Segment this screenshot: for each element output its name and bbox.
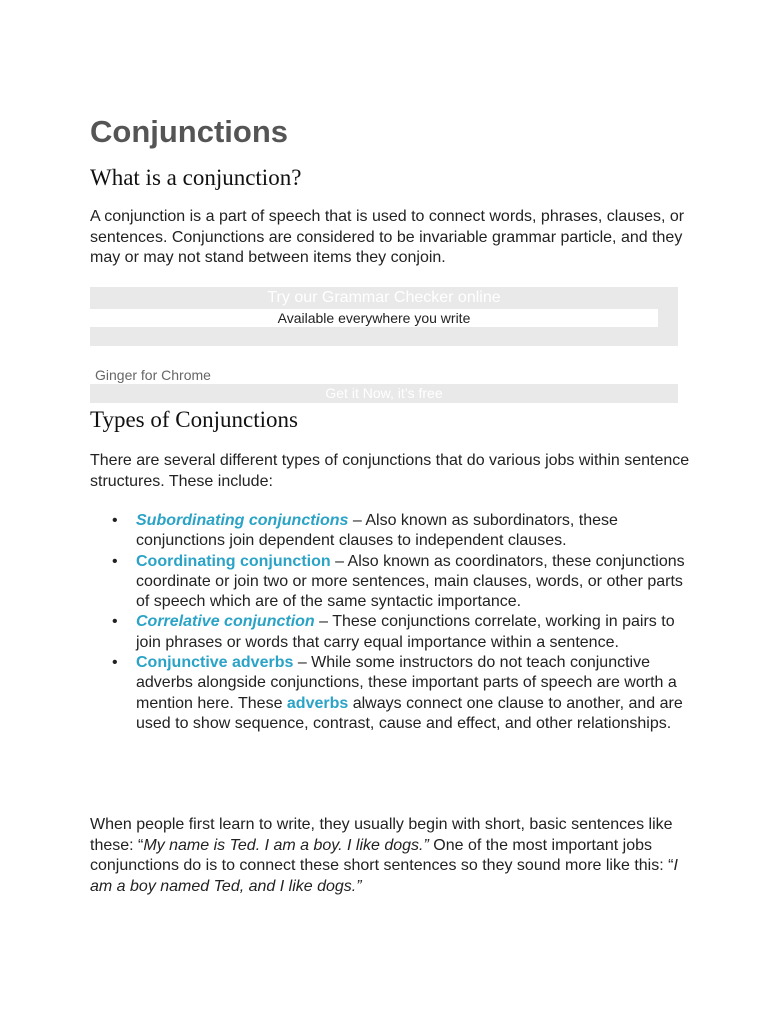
promo-banner-bottom: [90, 327, 678, 346]
term-link[interactable]: Correlative conjunction: [136, 613, 315, 631]
list-item: [90, 511, 690, 552]
bullet-icon: •: [112, 654, 118, 672]
closing-paragraph: [90, 815, 690, 897]
section-heading-types: Types of Conjunctions: [90, 407, 298, 432]
bullet-icon: •: [112, 512, 118, 529]
term-link[interactable]: Conjunctive adverbs: [136, 654, 294, 672]
term-description: – Also known as coordinators, these conjunctions coordinate or join two or more sentences, main clauses, words, or other parts of speech which are of the same syntactic importance.: [136, 552, 685, 611]
conjunction-types-list: [90, 511, 690, 734]
promo-title[interactable]: Try our Grammar Checker online: [267, 289, 501, 306]
section-heading-what-is: What is a conjunction?: [90, 165, 302, 190]
term-link[interactable]: Coordinating conjunction: [136, 552, 331, 570]
bullet-icon: •: [112, 613, 118, 631]
promo-banner-edge: [658, 309, 678, 327]
list-item: [90, 552, 690, 613]
closing-text: When people first learn to write, they usually begin with short, basic sentences like these: “: [90, 816, 673, 854]
definition-paragraph: A conjunction is a part of speech that is used to connect words, phrases, clauses, or sentences. Conjunctions are considered to be invariable grammar particle, and they may or may not stand between items they conjoin.: [90, 208, 685, 266]
list-item: [90, 612, 690, 653]
types-intro-paragraph: There are several different types of conjunctions that do various jobs within sentence structures. These include:: [90, 452, 690, 490]
page-title: Conjunctions: [90, 114, 289, 149]
term-description: – While some instructors do not teach conjunctive adverbs alongside conjunctions, these important parts of speech are worth a mention here. These: [136, 654, 677, 712]
ginger-chrome-link[interactable]: Ginger for Chrome: [95, 367, 211, 383]
term-link[interactable]: Subordinating conjunctions: [136, 512, 349, 529]
get-it-now-button[interactable]: Get it Now, it’s free: [90, 384, 678, 403]
closing-text: One of the most important jobs conjunctions do is to connect these short sentences so they sound more like this: “: [90, 836, 674, 874]
list-item: [90, 653, 690, 734]
term-description: always connect one clause to another, and are used to show sequence, contrast, cause and effect, and other relationships.: [136, 694, 683, 732]
bullet-icon: •: [112, 552, 118, 570]
term-description: – Also known as subordinators, these conjunctions join dependent clauses to independent clauses.: [136, 512, 618, 550]
promo-subtitle: Available everywhere you write: [90, 309, 658, 327]
example-sentence: My name is Ted. I am a boy. I like dogs.”: [143, 836, 429, 854]
term-description: – These conjunctions correlate, working in pairs to join phrases or words that carry equal importance within a sentence.: [136, 613, 675, 651]
adverbs-link[interactable]: adverbs: [286, 694, 349, 712]
example-sentence: I am a boy named Ted, and I like dogs.”: [90, 857, 678, 895]
